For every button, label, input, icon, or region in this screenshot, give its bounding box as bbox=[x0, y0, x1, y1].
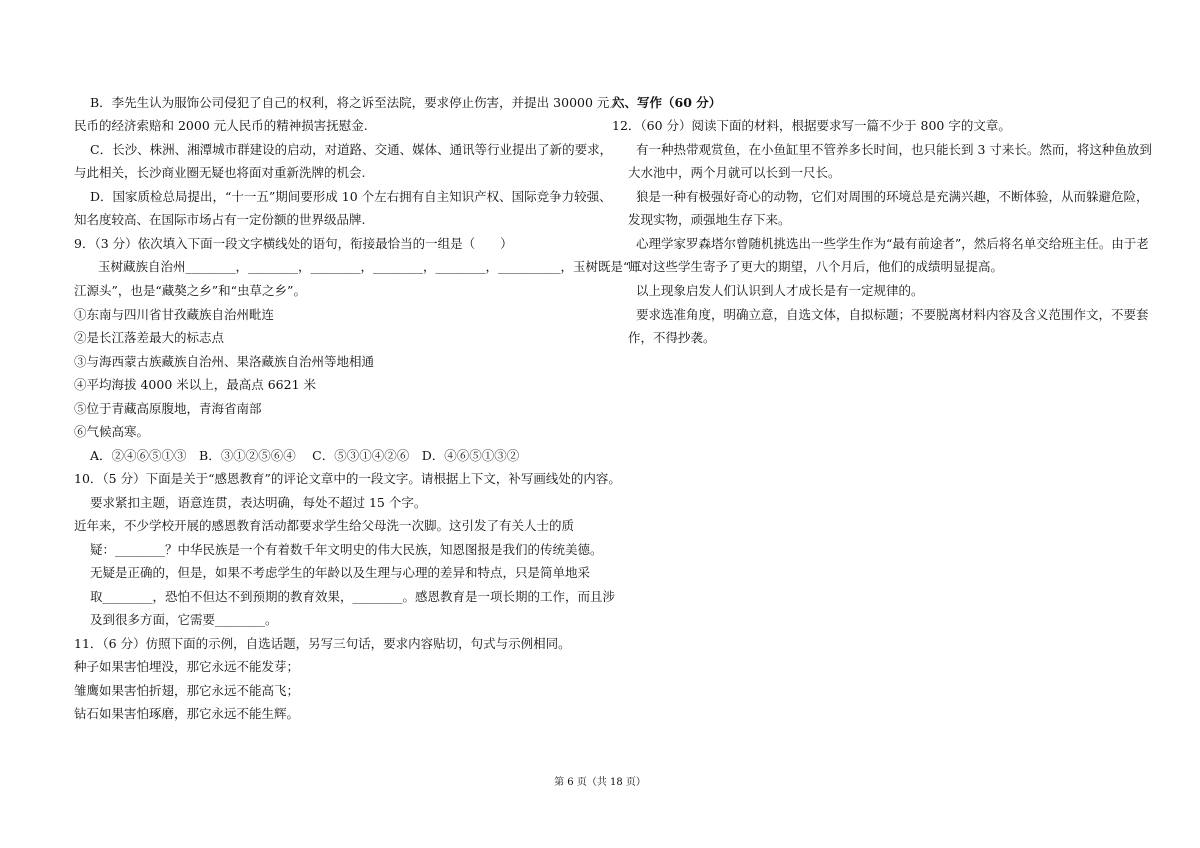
q8-option-d-line1: D．国家质检总局提出，“十一五”期间要形成 10 个左右拥有自主知识产权、国际竞争力较强、 bbox=[90, 189, 612, 204]
q8-option-c-line1: C．长沙、株洲、湘潭城市群建设的启动，对道路、交通、媒体、通讯等行业提出了新的要求， bbox=[90, 142, 613, 157]
q10-passage-line4: 取________，恐怕不但达不到预期的教育效果，________。感恩教育是一项长期的工作，而且涉 bbox=[90, 589, 616, 604]
q9-item-2: ②是长江落差最大的标志点 bbox=[74, 330, 225, 345]
q9-choices: A．②④⑥⑤①③ B．③①②⑤⑥④ C．⑤③①④②⑥ D．④⑥⑤①③② bbox=[90, 448, 520, 463]
q11-example-3: 钻石如果害怕琢磨，那它永远不能生辉。 bbox=[74, 706, 300, 721]
q12-stem: 12．（60 分）阅读下面的材料，根据要求写一篇不少于 800 字的文章。 bbox=[612, 118, 1011, 133]
q12-para-1-line2: 大水池中，两个月就可以长到一尺长。 bbox=[628, 165, 841, 180]
q10-stem: 10．（5 分）下面是关于“感恩教育”的评论文章中的一段文字。请根据上下文，补写画线处的内容。 bbox=[74, 471, 621, 486]
q11-example-1: 种子如果害怕埋没，那它永远不能发芽； bbox=[74, 659, 300, 674]
q10-passage-line5: 及到很多方面，它需要________。 bbox=[90, 612, 278, 627]
q12-para-3-line2: 师对这些学生寄予了更大的期望，八个月后，他们的成绩明显提高。 bbox=[628, 259, 1004, 274]
q10-requirement: 要求紧扣主题，语意连贯，表达明确，每处不超过 15 个字。 bbox=[90, 495, 427, 510]
q12-para-1-line1: 有一种热带观赏鱼，在小鱼缸里不管养多长时间，也只能长到 3 寸来长。然而，将这种鱼放到 bbox=[636, 142, 1152, 157]
q10-passage-line3: 无疑是正确的，但是，如果不考虑学生的年龄以及生理与心理的差异和特点，只是简单地采 bbox=[90, 565, 591, 580]
q8-option-d-line2: 知名度较高、在国际市场占有一定份额的世界级品牌. bbox=[74, 212, 366, 227]
q8-option-b-line2: 民币的经济索赔和 2000 元人民币的精神损害抚慰金. bbox=[74, 118, 368, 133]
q10-passage-line1: 近年来，不少学校开展的感恩教育活动都要求学生给父母洗一次脚。这引发了有关人士的质 bbox=[74, 518, 575, 533]
q9-item-4: ④平均海拔 4000 米以上，最高点 6621 米 bbox=[74, 377, 317, 392]
page-footer: 第 6 页（共 18 页） bbox=[554, 777, 646, 788]
q11-stem: 11．（6 分）仿照下面的示例，自选话题，另写三句话，要求内容贴切，句式与示例相同。 bbox=[74, 636, 571, 651]
q8-option-b-line1: B．李先生认为服饰公司侵犯了自己的权利，将之诉至法院，要求停止伤害，并提出 30000 元人 bbox=[90, 95, 622, 110]
q9-item-3: ③与海西蒙古族藏族自治州、果洛藏族自治州等地相通 bbox=[74, 354, 375, 369]
q9-item-1: ①东南与四川省甘孜藏族自治州毗连 bbox=[74, 307, 275, 322]
q9-passage-line2: 江源头”，也是“藏獒之乡”和“虫草之乡”。 bbox=[74, 283, 306, 298]
q9-passage-line1: 玉树藏族自治州________，________，________，________，________，__________，玉树既是“三 bbox=[98, 259, 642, 274]
q10-passage-line2: 疑：________？中华民族是一个有着数千年文明史的伟大民族，知恩图报是我们的传统美德。 bbox=[90, 542, 603, 557]
q11-example-2: 雏鹰如果害怕折翅，那它永远不能高飞； bbox=[74, 683, 300, 698]
q9-stem: 9．（3 分）依次填入下面一段文字横线处的语句，衔接最恰当的一组是（ ） bbox=[74, 236, 513, 251]
q12-para-2-line2: 发现实物，顽强地生存下来。 bbox=[628, 212, 791, 227]
q9-item-6: ⑥气候高寒。 bbox=[74, 424, 150, 439]
q12-para-4: 以上现象启发人们认识到人才成长是有一定规律的。 bbox=[636, 283, 924, 298]
q8-option-c-line2: 与此相关，长沙商业圈无疑也将面对重新洗牌的机会. bbox=[74, 165, 366, 180]
q12-requirement-line1: 要求选准角度，明确立意，自选文体，自拟标题；不要脱离材料内容及含义范围作文，不要套 bbox=[636, 307, 1149, 322]
q12-requirement-line2: 作，不得抄袭。 bbox=[628, 330, 716, 345]
q9-item-5: ⑤位于青藏高原腹地，青海省南部 bbox=[74, 401, 262, 416]
q12-para-2-line1: 狼是一种有极强好奇心的动物，它们对周围的环境总是充满兴趣，不断体验，从而躲避危险， bbox=[636, 189, 1149, 204]
q12-para-3-line1: 心理学家罗森塔尔曾随机挑选出一些学生作为“最有前途者”，然后将名单交给班主任。由于老 bbox=[636, 236, 1149, 251]
section-title-writing: 六、写作（60 分） bbox=[612, 95, 722, 110]
